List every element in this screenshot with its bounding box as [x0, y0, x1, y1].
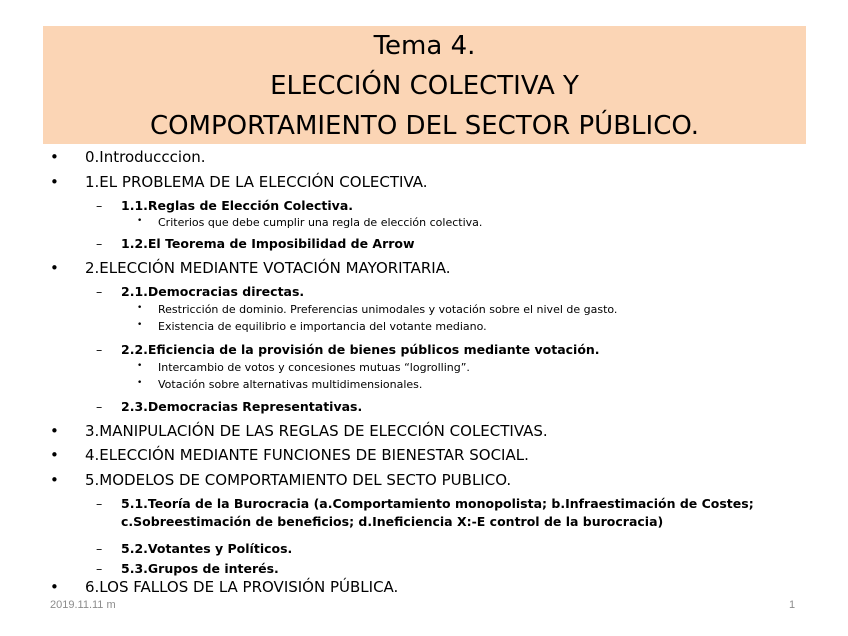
- outline-item-text: Votación sobre alternativas multidimensionales.: [158, 378, 423, 391]
- dash-bullet-icon: –: [96, 496, 103, 511]
- bullet-icon: •: [50, 148, 59, 166]
- outline-item-text: Intercambio de votos y concesiones mutuas “logrolling”.: [158, 361, 470, 374]
- dash-bullet-icon: –: [96, 541, 103, 556]
- outline-item-text: 5.1.Teoría de la Burocracia (a.Comportamiento monopolista; b.Infraestimación de Costes;: [121, 496, 754, 511]
- outline-item-text: Existencia de equilibrio e importancia del votante mediano.: [158, 320, 487, 333]
- outline-item-text: 1.EL PROBLEMA DE LA ELECCIÓN COLECTIVA.: [85, 173, 428, 191]
- bullet-icon: •: [50, 471, 59, 489]
- outline-item-text: 2.2.Eficiencia de la provisión de bienes públicos mediante votación.: [121, 342, 600, 357]
- bullet-icon: •: [50, 259, 59, 277]
- outline-item-text: 5.3.Grupos de interés.: [121, 561, 279, 576]
- dash-bullet-icon: –: [96, 284, 103, 299]
- outline-item-text: 5.2.Votantes y Políticos.: [121, 541, 293, 556]
- dash-bullet-icon: –: [96, 236, 103, 251]
- dash-bullet-icon: –: [96, 342, 103, 357]
- slide-title-box: [43, 26, 806, 144]
- bullet-icon: •: [137, 216, 143, 226]
- outline-item-text: 1.1.Reglas de Elección Colectiva.: [121, 198, 354, 213]
- dash-bullet-icon: –: [96, 198, 103, 213]
- outline-item-continuation-text: c.Sobreestimación de beneficios; d.Ineficiencia X:-E control de la burocracia): [121, 514, 664, 529]
- slide-title-line-3: COMPORTAMIENTO DEL SECTOR PÚBLICO.: [149, 111, 700, 141]
- outline-item-text: 2.3.Democracias Representativas.: [121, 399, 363, 414]
- outline-item-text: 2.1.Democracias directas.: [121, 284, 305, 299]
- outline-item-text: 4.ELECCIÓN MEDIANTE FUNCIONES DE BIENESTAR SOCIAL.: [85, 446, 529, 464]
- outline-item-text: 1.2.El Teorema de Imposibilidad de Arrow: [121, 236, 415, 251]
- bullet-icon: •: [137, 303, 143, 313]
- outline-item-text: 2.ELECCIÓN MEDIANTE VOTACIÓN MAYORITARIA.: [85, 259, 451, 277]
- outline-item-text: 0.Introducccion.: [85, 148, 206, 166]
- bullet-icon: •: [137, 361, 143, 371]
- slide-title-line-2: ELECCIÓN COLECTIVA Y: [270, 71, 579, 101]
- slide-footer-date: 2019.11.11 m: [50, 599, 116, 611]
- outline-item-text: Restricción de dominio. Preferencias unimodales y votación sobre el nivel de gasto.: [158, 303, 618, 316]
- bullet-icon: •: [137, 378, 143, 388]
- outline-item-text: 3.MANIPULACIÓN DE LAS REGLAS DE ELECCIÓN COLECTIVAS.: [85, 422, 548, 440]
- bullet-icon: •: [50, 173, 59, 191]
- outline-item-text: 5.MODELOS DE COMPORTAMIENTO DEL SECTO PUBLICO.: [85, 471, 512, 489]
- bullet-icon: •: [137, 320, 143, 330]
- bullet-icon: •: [50, 446, 59, 464]
- bullet-icon: •: [50, 422, 59, 440]
- bullet-icon: •: [50, 578, 59, 596]
- slide-page-number: 1: [789, 599, 796, 611]
- outline-item-text: Criterios que debe cumplir una regla de elección colectiva.: [158, 216, 483, 229]
- slide-title-line-1: Tema 4.: [373, 31, 476, 61]
- dash-bullet-icon: –: [96, 561, 103, 576]
- outline-item-text: 6.LOS FALLOS DE LA PROVISIÓN PÚBLICA.: [85, 578, 399, 596]
- dash-bullet-icon: –: [96, 399, 103, 414]
